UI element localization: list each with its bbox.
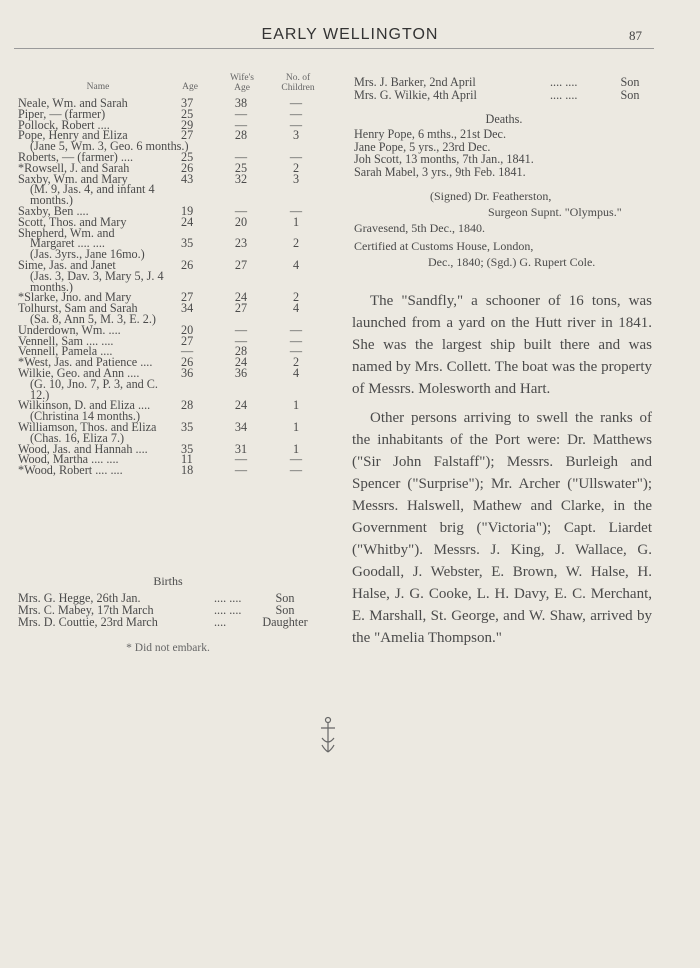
wife-age: 25	[234, 160, 248, 175]
wife-age: 36	[234, 365, 248, 380]
children-line2: Children	[281, 82, 315, 93]
table-header	[18, 74, 318, 98]
passenger-name: Neale, Wm. and Sarah	[18, 96, 128, 110]
children-count: —	[289, 333, 303, 348]
passenger-name: *Rowsell, J. and Sarah	[18, 160, 130, 175]
death-entry: Henry Pope, 6 mths., 21st Dec.	[354, 127, 506, 141]
passenger-name: Margaret .... ....	[30, 236, 105, 251]
children-count: —	[289, 452, 303, 467]
children-count: 1	[292, 398, 300, 413]
column-header-name: Name	[86, 82, 110, 92]
passenger-age: 18	[181, 463, 194, 478]
passenger-age: 25	[181, 106, 194, 121]
wife-age: —	[234, 452, 248, 467]
paragraph-arrivals	[352, 407, 652, 649]
death-entry: Sarah Mabel, 3 yrs., 9th Feb. 1841.	[354, 164, 526, 179]
passenger-name: *West, Jas. and Patience ....	[18, 355, 153, 370]
births-list	[18, 592, 318, 628]
wife-age: 27	[234, 257, 248, 272]
leader-dots: ....	[214, 615, 227, 629]
children-count: —	[289, 117, 303, 132]
passenger-age: 43	[181, 171, 194, 186]
passenger-name: Wood, Martha .... ....	[18, 452, 119, 467]
wife-age: 24	[234, 398, 248, 413]
wife-age: —	[234, 149, 248, 164]
children-count: 3	[292, 171, 300, 186]
leader-dots: .... ....	[550, 75, 578, 89]
column-header-children	[270, 74, 326, 93]
wife-age-line2: Age	[234, 82, 250, 93]
passenger-age: 27	[181, 290, 194, 305]
children-count: 2	[292, 236, 300, 251]
children-note: (Jas. 3yrs., Jane 16mo.)	[30, 247, 145, 262]
children-note: (Jane 5, Wm. 3, Geo. 6 months.)	[30, 139, 189, 154]
passenger-age: 36	[181, 365, 194, 380]
passenger-age: 20	[181, 322, 194, 337]
table-row-note	[18, 268, 318, 294]
children-note: (Christina 14 months.)	[30, 409, 141, 424]
passenger-age: 25	[181, 149, 194, 164]
passenger-age: 34	[181, 301, 194, 316]
passenger-name: *Wood, Robert .... ....	[18, 463, 123, 478]
wife-age: —	[234, 322, 248, 337]
passenger-age: 27	[181, 333, 194, 348]
passenger-name: Sime, Jas. and Janet	[18, 257, 116, 272]
column-header-age: Age	[182, 82, 198, 92]
wife-age: —	[234, 117, 248, 132]
wife-age: 34	[234, 419, 248, 434]
passenger-age: 11	[181, 452, 193, 467]
passenger-name: Pollock, Robert ....	[18, 117, 110, 132]
certification	[354, 238, 654, 270]
wife-age: 27	[234, 301, 248, 316]
children-count: —	[289, 344, 303, 359]
passenger-name: Saxby, Wm. and Mary	[18, 171, 128, 186]
birth-result: Son	[620, 75, 640, 89]
passenger-name: Tolhurst, Sam and Sarah	[18, 301, 138, 316]
birth-name: Mrs. J. Barker, 2nd April	[354, 75, 476, 89]
children-count: —	[289, 463, 303, 478]
passenger-name: Scott, Thos. and Mary	[18, 214, 127, 229]
birth-result: Daughter	[262, 615, 308, 629]
birth-name: Mrs. C. Mabey, 17th March	[18, 603, 154, 617]
children-count: 4	[292, 365, 300, 380]
passenger-name: Piper, — (farmer)	[18, 106, 106, 121]
passenger-name: Underdown, Wm. ....	[18, 322, 121, 337]
death-entry: Joh Scott, 13 months, 7th Jan., 1841.	[354, 152, 534, 166]
children-note: (Sa. 8, Ann 5, M. 3, E. 2.)	[30, 311, 156, 326]
children-note: (M. 9, Jas. 4, and infant 4 months.)	[30, 182, 155, 208]
passenger-age: 37	[181, 96, 194, 110]
passenger-name: Shepherd, Wm. and	[18, 225, 115, 240]
passenger-age: 26	[181, 257, 194, 272]
page-header-title: EARLY WELLINGTON	[261, 26, 439, 43]
table-row-note	[18, 184, 318, 206]
passenger-age: 28	[181, 398, 194, 413]
wife-age: 31	[234, 441, 248, 456]
birth-name: Mrs. G. Hegge, 26th Jan.	[18, 591, 141, 605]
certified-line1: Certified at Customs House, London,	[354, 239, 534, 253]
passenger-age: —	[181, 344, 194, 359]
wife-age: 28	[234, 128, 248, 143]
signature-place-date: Gravesend, 5th Dec., 1840.	[354, 221, 485, 235]
wife-age: —	[234, 203, 248, 218]
birth-result: Son	[275, 591, 295, 605]
table-body	[18, 98, 318, 476]
header-rule	[14, 48, 654, 49]
leader-dots: .... ....	[214, 603, 242, 617]
passenger-age: 19	[181, 203, 194, 218]
paragraph-text: The "Sandfly," a schooner of 16 tons, was launched from a yard on the Hutt river in 1841. She was the largest ship built there and was named by Mrs. Collett. The boat was the property of Messrs. Molesworth and Hart.	[352, 293, 652, 397]
birth-result: Son	[275, 603, 295, 617]
children-note: (Chas. 16, Eliza 7.)	[30, 430, 125, 445]
passenger-name: Saxby, Ben ....	[18, 203, 89, 218]
birth-entry	[18, 616, 318, 628]
anchor-ornament-icon	[318, 716, 338, 756]
wife-age: 28	[234, 344, 248, 359]
table-row-note	[18, 376, 318, 402]
passenger-table	[18, 74, 318, 476]
passenger-name: Williamson, Thos. and Eliza	[18, 419, 157, 434]
passenger-age: 24	[181, 214, 194, 229]
birth-result: Son	[620, 87, 640, 102]
children-count: 2	[292, 355, 300, 370]
children-count: 2	[292, 290, 300, 305]
column-header-wife-age	[218, 74, 266, 93]
death-entry: Jane Pope, 5 yrs., 23rd Dec.	[354, 139, 491, 154]
certified-line2: Dec., 1840; (Sgd.) G. Rupert Cole.	[428, 255, 596, 269]
wife-age: 23	[234, 236, 248, 251]
signature-line: (Signed) Dr. Featherston,	[430, 189, 552, 203]
children-count: 4	[292, 301, 300, 316]
deaths-list	[354, 128, 654, 178]
children-count: —	[289, 106, 303, 121]
children-count: —	[289, 203, 303, 218]
wife-age: —	[234, 333, 248, 348]
children-count: —	[289, 149, 303, 164]
children-count: 1	[292, 441, 300, 456]
birth-name: Mrs. G. Wilkie, 4th April	[354, 87, 477, 102]
wife-age: 24	[234, 355, 248, 370]
signature-title: Surgeon Supnt. "Olympus."	[488, 205, 622, 219]
passenger-age: 35	[181, 441, 194, 456]
children-note: (Jas. 3, Dav. 3, Mary 5, J. 4 months.)	[30, 268, 164, 294]
passenger-name: Wilkinson, D. and Eliza ....	[18, 398, 151, 413]
children-count: 1	[292, 419, 300, 434]
table-row	[18, 465, 318, 476]
continued-births	[354, 76, 654, 101]
children-count: 2	[292, 160, 300, 175]
passenger-name: Vennell, Sam .... ....	[18, 333, 114, 348]
page-number: 87	[629, 28, 642, 43]
passenger-name: Vennell, Pamela ....	[18, 344, 113, 359]
leader-dots: .... ....	[214, 591, 242, 605]
birth-entry	[354, 89, 654, 102]
paragraph-text: Other persons arriving to swell the ranks of the inhabitants of the Port were: Dr. Matthews ("Sir John Falstaff"); Messrs. Burleigh and Spencer ("Surprise"); Mr. Archer ("Ullswater"); Messrs. Halswell, Mathew and Clarke, in the Government brig ("Victoria"); Capt. Liardet ("Whitby"). Messrs. J. King, J. Wallace, G. Goodall, J. Webster, E. Brown, W. Halse, H. Halse, J. G. Cooke, L. H. Davy, E. C. Merchant, E. Marshall, St. George, and W. Shaw, arrived by the "Amelia Thompson."	[352, 410, 652, 646]
passenger-age: 27	[181, 128, 194, 143]
wife-age: —	[234, 106, 248, 121]
deaths-title: Deaths.	[485, 112, 523, 126]
wife-age: 20	[234, 214, 248, 229]
wife-age: 38	[234, 96, 248, 110]
passenger-name: Wood, Jas. and Hannah ....	[18, 441, 148, 456]
paragraph-sandfly	[352, 290, 652, 400]
passenger-age: 35	[181, 236, 194, 251]
passenger-age: 29	[181, 117, 194, 132]
wife-age: 32	[234, 171, 248, 186]
children-note: (G. 10, Jno. 7, P. 3, and C. 12.)	[30, 376, 158, 402]
children-count: —	[289, 322, 303, 337]
passenger-name: Roberts, — (farmer) ....	[18, 149, 134, 164]
wife-age-line1: Wife's	[229, 73, 254, 83]
wife-age: —	[234, 463, 248, 478]
children-count: 4	[292, 257, 300, 272]
births-title: Births	[153, 574, 183, 588]
passenger-age: 35	[181, 419, 194, 434]
leader-dots: .... ....	[550, 87, 578, 102]
passenger-age: 26	[181, 160, 194, 175]
children-count: 3	[292, 128, 300, 143]
passenger-name: *Slarke, Jno. and Mary	[18, 290, 132, 305]
footnote: * Did not embark.	[126, 642, 210, 654]
children-line1: No. of	[285, 73, 311, 83]
children-count: 1	[292, 214, 300, 229]
passenger-age: 26	[181, 355, 194, 370]
wife-age: 24	[234, 290, 248, 305]
passenger-name: Pope, Henry and Eliza	[18, 128, 128, 143]
signature-block	[354, 188, 654, 220]
birth-name: Mrs. D. Couttie, 23rd March	[18, 615, 158, 629]
passenger-name: Wilkie, Geo. and Ann ....	[18, 365, 140, 380]
children-count: —	[289, 96, 303, 110]
